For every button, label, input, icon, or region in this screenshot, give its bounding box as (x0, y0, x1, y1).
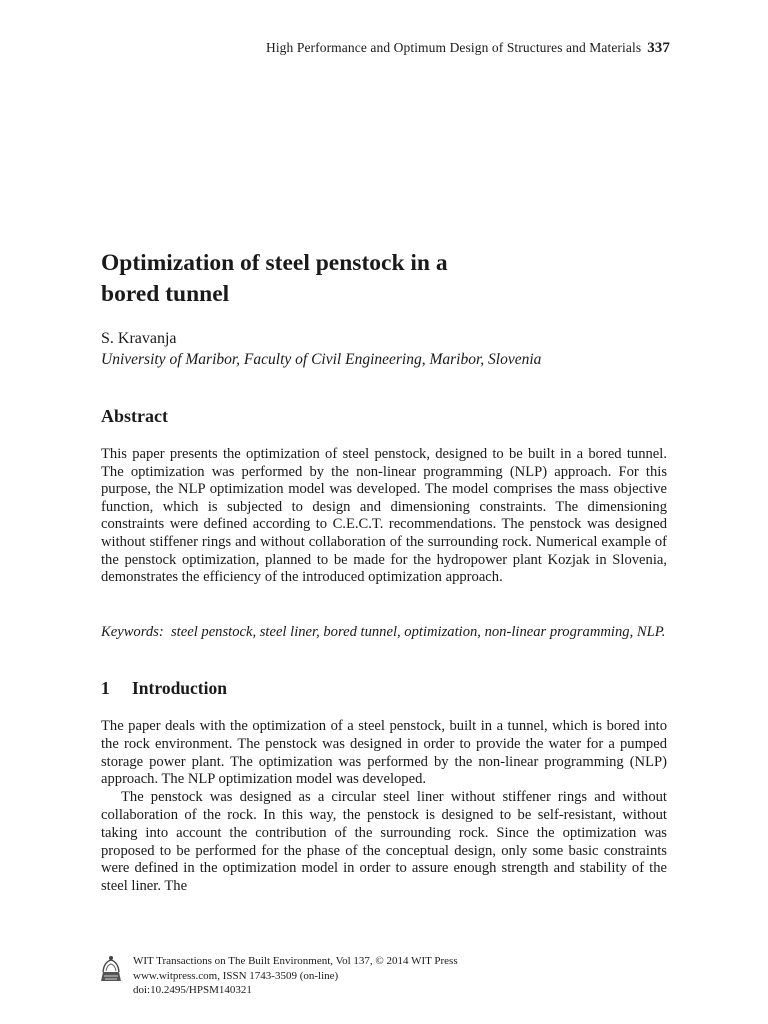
footer-line-2: www.witpress.com, ISSN 1743-3509 (on-line) (133, 969, 339, 982)
paper-title-line-2: bored tunnel (101, 281, 230, 307)
wit-press-logo-icon (98, 954, 124, 984)
section-title: Introduction (132, 678, 227, 698)
paper-title (101, 248, 661, 310)
introduction-paragraph-2: The penstock was designed as a circular steel liner without stiffener rings and without collaboration of the rock. In this way, the penstock is designed to be self-resistant, without taking into account the contribution of the surrounding rock. Since the optimization was proposed to be performed for the phase of the conceptual design, only some basic constraints were defined in the optimization model in order to assure enough strength and stability of the steel liner. The (101, 789, 667, 895)
page-number: 337 (647, 40, 670, 56)
running-header (266, 40, 670, 57)
introduction-body (101, 718, 667, 896)
keywords-list: steel penstock, steel liner, bored tunnel, optimization, non-linear programming, NLP. (171, 624, 666, 640)
author-affiliation: University of Maribor, Faculty of Civil Engineering, Maribor, Slovenia (101, 351, 542, 368)
paper-title-line-1: Optimization of steel penstock in a (101, 250, 448, 276)
introduction-paragraph-1: The paper deals with the optimization of a steel penstock, built in a tunnel, which is bored into the rock environment. The penstock was designed in order to provide the water for a pumped storage power plant. The optimization was performed by the non-linear programming (NLP) approach. The NLP optimization model was developed. (101, 718, 667, 788)
section-number: 1 (101, 678, 110, 698)
footer-doi: doi:10.2495/HPSM140321 (133, 984, 252, 997)
running-title: High Performance and Optimum Design of Structures and Materials (265, 40, 642, 55)
keywords (101, 624, 667, 642)
footer-line-1: WIT Transactions on The Built Environment, Vol 137, © 2014 WIT Press (133, 955, 458, 967)
abstract-heading: Abstract (101, 406, 168, 426)
section-heading-introduction (101, 678, 227, 699)
keywords-label: Keywords: (101, 624, 164, 640)
author-name: S. Kravanja (101, 330, 177, 347)
abstract-body: This paper presents the optimization of steel penstock, designed to be built in a bored tunnel. The optimization was performed by the non-linear programming (NLP) approach. For this purpose, the NLP optimization model was developed. The model comprises the mass objective function, which is subjected to design and dimensioning constraints. The dimensioning constraints were defined according to C.E.C.T. recommendations. The penstock was designed without stiffener rings and without collaboration of the surrounding rock. Numerical example of the penstock optimization, planned to be made for the hydropower plant Kozjak in Slovenia, demonstrates the efficiency of the introduced optimization approach. (101, 446, 667, 586)
footer-citation (133, 954, 458, 998)
